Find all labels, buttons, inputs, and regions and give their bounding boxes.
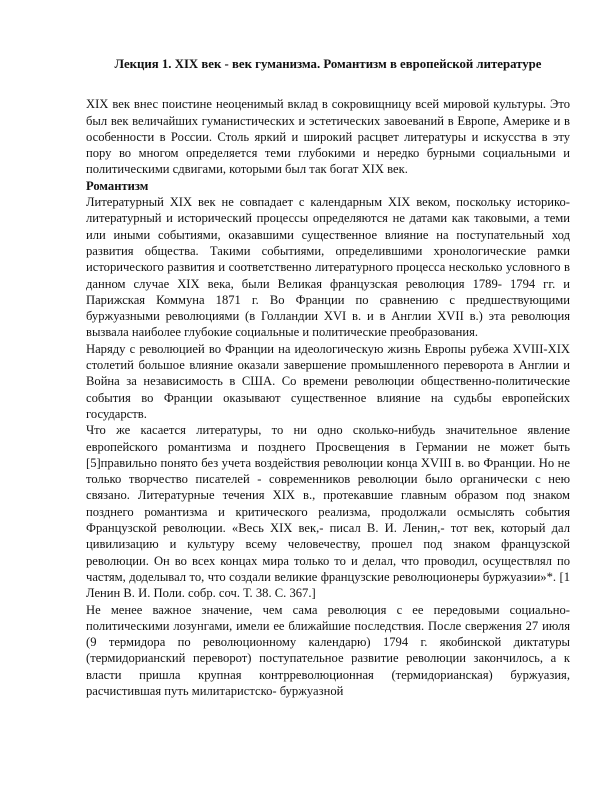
- body-paragraph: Не менее важное значение, чем сама революция с ее передовыми социально-политическими лозунгами, имели ее ближайшие последствия. После свержения 27 июля (9 термидора по революционному календарю) 1794 г. якобинской диктатуры (термидорианский переворот) поступательное развитие революции закончилось, а к власти пришла крупная контрреволюционная (термидорианская) буржуазия, расчистившая путь милитаристско- буржуазной: [86, 602, 570, 698]
- page-title: Лекция 1. XIX век - век гуманизма. Романтизм в европейской литературе: [114, 57, 542, 71]
- intro-paragraph: XIX век внес поистине неоценимый вклад в сокровищницу всей мировой культуры. Это был век величайших гуманистических и эстетических завоеваний в Европе, Америке и в особенности в России. Столь яркий и широкий расцвет литературы и искусства в эту пору во многом определяется теми глубокими и нередко бурными социальными и политическими сдвигами, которыми был так богат XIX век.: [86, 97, 570, 177]
- body-paragraph: Наряду с революцией во Франции на идеологическую жизнь Европы рубежа XVIII-XIX столетий большое влияние оказали завершение промышленного переворота в Англии и Война за независимость в США. Со времени революции общественно-политические события во Франции оказывают существенное влияние на судьбы европейских государств.: [86, 341, 570, 421]
- section-heading: Романтизм: [86, 178, 149, 193]
- body-paragraph: Литературный XIX век не совпадает с календарным XIX веком, поскольку историко- литературный и исторический процессы определяются не датами как таковыми, а теми или иными событиями, оказавшими существенное влияние на поступательный ход развития общества. Такими событиями, определившими хронологические рамки исторического развития и соответственно литературного процесса несколько условного в данном случае XIX века, были Великая французская революция 1789- 1794 гг. и Парижская Коммуна 1871 г. Во Франции по сравнению с предшествующими буржуазными революциями (в Голландии XVI в. и в Англии XVII в.) эта революция вызвала наиболее глубокие социальные и политические преобразования.: [86, 195, 570, 340]
- body-paragraph: Что же касается литературы, то ни одно сколько-нибудь значительное явление европейского романтизма и позднего Просвещения в Германии не может быть [5]правильно понято без учета воздействия революции конца XVIII в. во Франции. Но не только творчество писателей - современников революции было органически с нею связано. Литературные течения XIX в., протекавшие главным образом под знаком позднего романтизма и критического реализма, продолжали осмыслять события Французской революции. «Весь XIX век,- писал В. И. Ленин,- тот век, который дал цивилизацию и культуру всему человечеству, прошел под знаком французской революции. Он во всех концах мира только то и делал, что проводил, осуществлял по частям, доделывал то, что создали великие французские революционеры буржуазии»*. [1 Ленин В. И. Поли. собр. соч. Т. 38. С. 367.]: [86, 423, 570, 601]
- document-page: [86, 46, 570, 699]
